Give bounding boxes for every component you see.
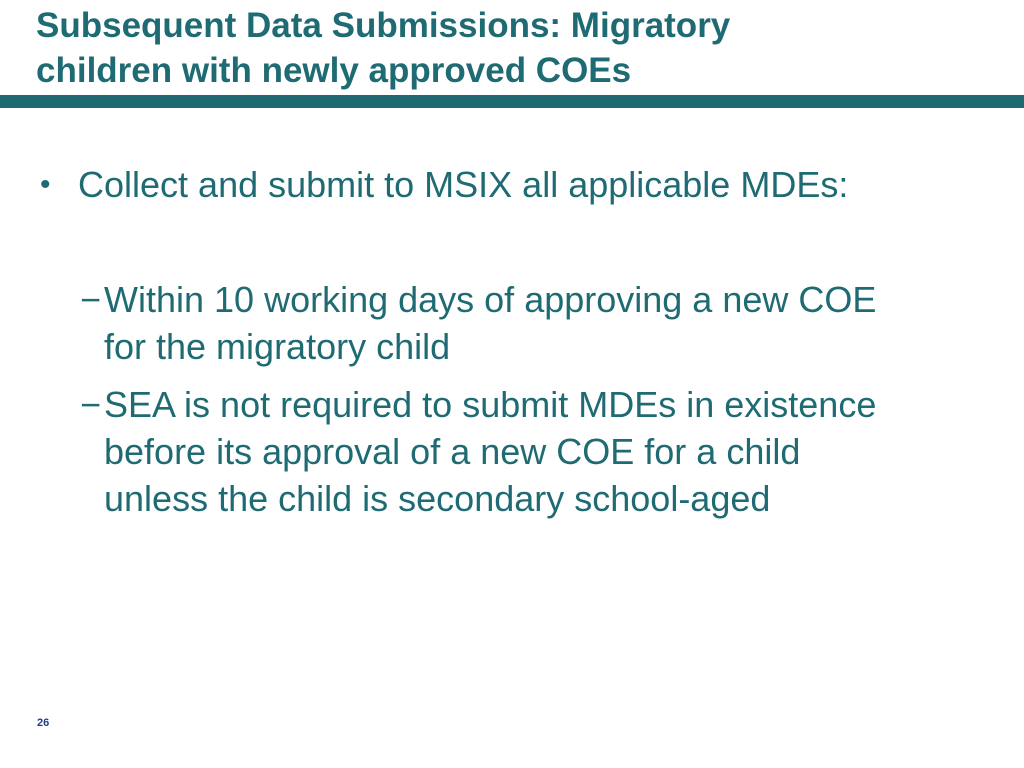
sub-bullet-text-line: for the migratory child: [104, 326, 451, 367]
sub-bullet-text-line: before its approval of a new COE for a child: [104, 431, 801, 472]
bullet-marker: •: [40, 168, 51, 201]
sub-bullet-text-line: SEA is not required to submit MDEs in existence: [104, 384, 877, 425]
page-number: 26: [37, 717, 50, 729]
sub-bullet-marker: −: [80, 279, 102, 320]
sub-bullet-text-line: Within 10 working days of approving a new COE: [104, 279, 877, 320]
sub-bullet-marker: −: [80, 384, 102, 425]
bullet-text: Collect and submit to MSIX all applicable MDEs:: [78, 164, 849, 205]
sub-bullet-item: [80, 381, 980, 522]
slide-title-line-1: Subsequent Data Submissions: Migratory: [36, 6, 731, 45]
sub-bullet-item: [80, 276, 980, 370]
sub-bullet-text-line: unless the child is secondary school-aged: [104, 478, 771, 519]
slide-title-line-2: children with newly approved COEs: [36, 51, 632, 90]
